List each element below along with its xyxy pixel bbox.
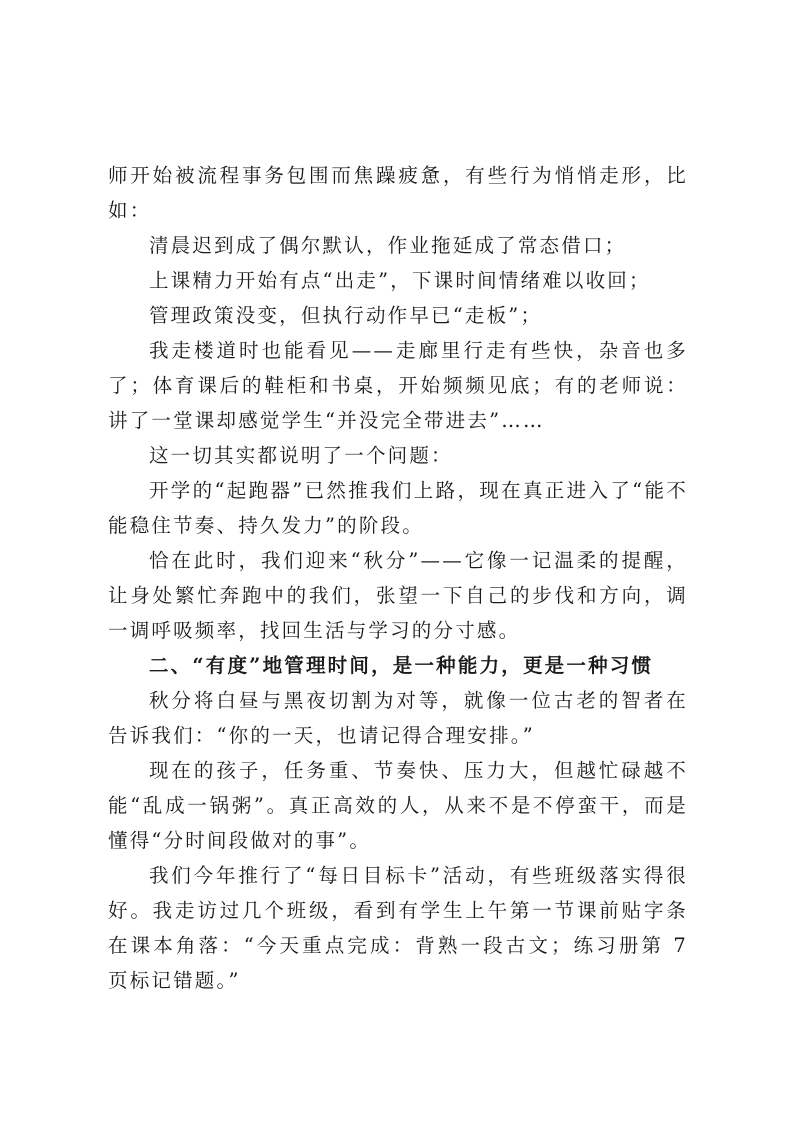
paragraph-12: 我们今年推行了“每日目标卡”活动，有些班级落实得很好。我走访过几个班级，看到有学生上午第一节课前贴字条在课本角落：“今天重点完成：背熟一段古文；练习册第 7 页标记错题。” bbox=[108, 864, 688, 992]
paragraph-3: 上课精力开始有点“出走”，下课时间情绪难以收回； bbox=[148, 269, 651, 292]
paragraph-5: 我走楼道时也能看见——走廊里行走有些快，杂音也多了；体育课后的鞋柜和书桌，开始频频见底；有的老师说：讲了一堂课却感觉学生“并没完全带进去”…… bbox=[108, 339, 688, 432]
section-heading: 二、“有度”地管理时间，是一种能力，更是一种习惯 bbox=[148, 654, 654, 677]
paragraph-7: 开学的“起跑器”已然推我们上路，现在真正进入了“能不能稳住节奏、持久发力”的阶段。 bbox=[108, 479, 688, 537]
paragraph-6: 这一切其实都说明了一个问题： bbox=[148, 444, 453, 467]
paragraph-4: 管理政策没变，但执行动作早已“走板”； bbox=[148, 304, 543, 327]
paragraph-8: 恰在此时，我们迎来“秋分”——它像一记温柔的提醒，让身处繁忙奔跑中的我们，张望一下自己的步伐和方向，调一调呼吸频率，找回生活与学习的分寸感。 bbox=[108, 549, 688, 642]
document-page bbox=[108, 158, 688, 998]
paragraph-2: 清晨迟到成了偶尔默认，作业拖延成了常态借口； bbox=[148, 234, 627, 257]
paragraph-11: 现在的孩子，任务重、节奏快、压力大，但越忙碌越不能“乱成一锅粥”。真正高效的人，从来不是不停蛮干，而是懂得“分时间段做对的事”。 bbox=[108, 759, 688, 852]
paragraph-1: 师开始被流程事务包围而焦躁疲惫，有些行为悄悄走形，比如： bbox=[108, 164, 688, 222]
paragraph-10: 秋分将白昼与黑夜切割为对等，就像一位古老的智者在告诉我们：“你的一天，也请记得合理安排。” bbox=[108, 689, 688, 747]
